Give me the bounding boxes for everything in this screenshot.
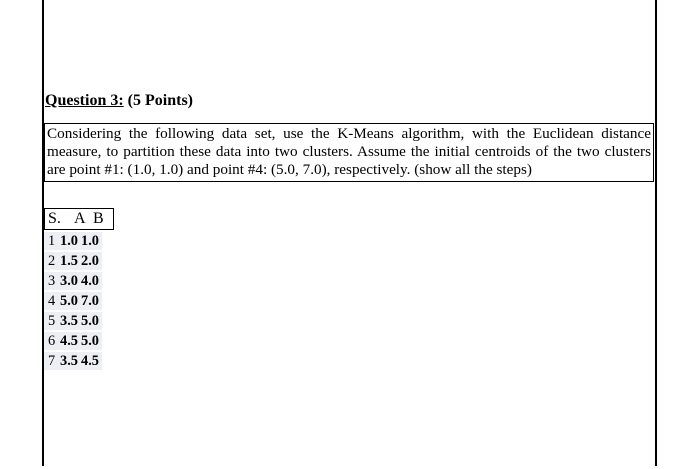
question-points: (5 Points) — [127, 92, 193, 109]
question-number: Question 3: — [45, 92, 124, 109]
table-row — [44, 292, 102, 310]
header-s: S. — [48, 210, 61, 227]
cell-b: 4.0 — [81, 273, 99, 289]
cell-a: 3.5 — [60, 353, 78, 369]
cell-a: 1.0 — [60, 233, 78, 249]
cell-s: 7 — [48, 353, 56, 369]
cell-b: 1.0 — [81, 233, 99, 249]
question-statement-box — [44, 123, 654, 182]
table-row — [44, 332, 102, 350]
page-right-border — [655, 0, 657, 466]
cell-s: 2 — [48, 253, 56, 269]
cell-a: 5.0 — [60, 293, 78, 309]
cell-b: 5.0 — [81, 313, 99, 329]
question-heading — [45, 91, 193, 111]
table-row — [44, 232, 102, 250]
table-row — [44, 352, 102, 370]
cell-a: 1.5 — [60, 253, 78, 269]
header-b: B — [93, 210, 104, 227]
table-row — [44, 272, 102, 290]
cell-s: 4 — [48, 293, 56, 309]
cell-a: 3.0 — [60, 273, 78, 289]
statement-line-2: measure, to partition these data into two clusters. Assume the initial centroids of the two clusters — [47, 143, 651, 160]
cell-b: 2.0 — [81, 253, 99, 269]
cell-s: 5 — [48, 313, 56, 329]
cell-a: 3.5 — [60, 313, 78, 329]
cell-s: 3 — [48, 273, 56, 289]
cell-s: 1 — [48, 233, 56, 249]
table-row — [44, 312, 102, 330]
cell-a: 4.5 — [60, 333, 78, 349]
cell-b: 5.0 — [81, 333, 99, 349]
statement-line-3: are point #1: (1.0, 1.0) and point #4: (5.0, 7.0), respectively. (show all the steps) — [47, 161, 532, 178]
header-a: A — [74, 210, 86, 227]
cell-b: 4.5 — [81, 353, 99, 369]
cell-s: 6 — [48, 333, 56, 349]
statement-line-1: Considering the following data set, use the K-Means algorithm, with the Euclidean distance — [47, 125, 651, 142]
cell-b: 7.0 — [81, 293, 99, 309]
table-row — [44, 252, 102, 270]
table-header — [44, 208, 114, 230]
